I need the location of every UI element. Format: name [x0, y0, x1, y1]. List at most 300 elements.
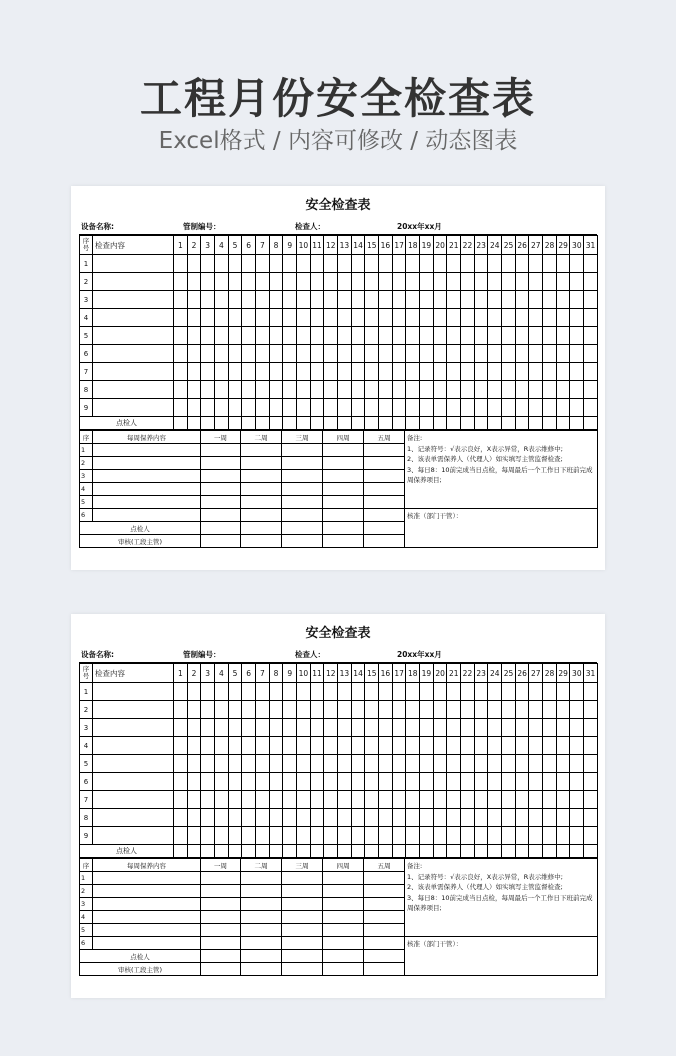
day-check-cell[interactable]: [447, 381, 461, 399]
day-check-cell[interactable]: [201, 381, 215, 399]
check-content-cell[interactable]: [93, 701, 174, 719]
day-check-cell[interactable]: [201, 701, 215, 719]
day-check-cell[interactable]: [297, 309, 311, 327]
day-check-cell[interactable]: [461, 755, 475, 773]
day-check-cell[interactable]: [228, 363, 242, 381]
inspector-signature-cell[interactable]: [584, 845, 598, 858]
day-check-cell[interactable]: [556, 701, 570, 719]
day-check-cell[interactable]: [488, 827, 502, 845]
week-check-cell[interactable]: [323, 937, 364, 950]
day-check-cell[interactable]: [338, 255, 352, 273]
day-check-cell[interactable]: [351, 737, 365, 755]
day-check-cell[interactable]: [570, 773, 584, 791]
weekly-content-cell[interactable]: [93, 444, 201, 457]
day-check-cell[interactable]: [201, 327, 215, 345]
day-check-cell[interactable]: [283, 381, 297, 399]
inspector-signature-cell[interactable]: [269, 417, 283, 430]
day-check-cell[interactable]: [174, 291, 188, 309]
day-check-cell[interactable]: [187, 809, 201, 827]
day-check-cell[interactable]: [310, 399, 324, 417]
day-check-cell[interactable]: [529, 719, 543, 737]
day-check-cell[interactable]: [433, 755, 447, 773]
week-check-cell[interactable]: [323, 898, 364, 911]
day-check-cell[interactable]: [228, 755, 242, 773]
day-check-cell[interactable]: [351, 683, 365, 701]
day-check-cell[interactable]: [365, 291, 379, 309]
day-check-cell[interactable]: [215, 737, 229, 755]
day-check-cell[interactable]: [174, 773, 188, 791]
day-check-cell[interactable]: [556, 345, 570, 363]
day-check-cell[interactable]: [392, 701, 406, 719]
day-check-cell[interactable]: [215, 273, 229, 291]
day-check-cell[interactable]: [310, 345, 324, 363]
day-check-cell[interactable]: [351, 363, 365, 381]
weekly-signature-cell[interactable]: [201, 950, 241, 963]
day-check-cell[interactable]: [406, 273, 420, 291]
inspector-signature-cell[interactable]: [324, 417, 338, 430]
day-check-cell[interactable]: [502, 683, 516, 701]
inspector-signature-cell[interactable]: [215, 845, 229, 858]
day-check-cell[interactable]: [488, 309, 502, 327]
day-check-cell[interactable]: [379, 255, 393, 273]
day-check-cell[interactable]: [365, 399, 379, 417]
day-check-cell[interactable]: [488, 327, 502, 345]
day-check-cell[interactable]: [256, 381, 270, 399]
day-check-cell[interactable]: [461, 701, 475, 719]
day-check-cell[interactable]: [269, 683, 283, 701]
day-check-cell[interactable]: [187, 327, 201, 345]
day-check-cell[interactable]: [529, 309, 543, 327]
day-check-cell[interactable]: [433, 737, 447, 755]
day-check-cell[interactable]: [543, 381, 557, 399]
day-check-cell[interactable]: [488, 701, 502, 719]
day-check-cell[interactable]: [392, 683, 406, 701]
day-check-cell[interactable]: [351, 291, 365, 309]
day-check-cell[interactable]: [529, 381, 543, 399]
check-content-cell[interactable]: [93, 773, 174, 791]
day-check-cell[interactable]: [474, 309, 488, 327]
day-check-cell[interactable]: [379, 345, 393, 363]
day-check-cell[interactable]: [201, 399, 215, 417]
day-check-cell[interactable]: [392, 809, 406, 827]
day-check-cell[interactable]: [461, 255, 475, 273]
day-check-cell[interactable]: [543, 827, 557, 845]
day-check-cell[interactable]: [215, 755, 229, 773]
day-check-cell[interactable]: [461, 773, 475, 791]
day-check-cell[interactable]: [406, 755, 420, 773]
day-check-cell[interactable]: [379, 737, 393, 755]
inspector-signature-cell[interactable]: [543, 417, 557, 430]
day-check-cell[interactable]: [187, 719, 201, 737]
day-check-cell[interactable]: [392, 791, 406, 809]
day-check-cell[interactable]: [269, 773, 283, 791]
day-check-cell[interactable]: [447, 683, 461, 701]
week-check-cell[interactable]: [364, 483, 405, 496]
day-check-cell[interactable]: [529, 327, 543, 345]
day-check-cell[interactable]: [338, 737, 352, 755]
day-check-cell[interactable]: [351, 255, 365, 273]
day-check-cell[interactable]: [351, 809, 365, 827]
check-content-cell[interactable]: [93, 273, 174, 291]
day-check-cell[interactable]: [515, 273, 529, 291]
day-check-cell[interactable]: [242, 737, 256, 755]
day-check-cell[interactable]: [543, 791, 557, 809]
inspector-signature-cell[interactable]: [447, 845, 461, 858]
day-check-cell[interactable]: [269, 399, 283, 417]
week-check-cell[interactable]: [364, 470, 405, 483]
inspector-signature-cell[interactable]: [215, 417, 229, 430]
day-check-cell[interactable]: [584, 683, 598, 701]
day-check-cell[interactable]: [297, 827, 311, 845]
day-check-cell[interactable]: [447, 273, 461, 291]
day-check-cell[interactable]: [324, 737, 338, 755]
day-check-cell[interactable]: [297, 273, 311, 291]
day-check-cell[interactable]: [242, 345, 256, 363]
day-check-cell[interactable]: [406, 719, 420, 737]
day-check-cell[interactable]: [474, 755, 488, 773]
day-check-cell[interactable]: [256, 773, 270, 791]
day-check-cell[interactable]: [228, 791, 242, 809]
day-check-cell[interactable]: [406, 827, 420, 845]
day-check-cell[interactable]: [174, 791, 188, 809]
check-content-cell[interactable]: [93, 737, 174, 755]
week-check-cell[interactable]: [201, 937, 241, 950]
day-check-cell[interactable]: [488, 791, 502, 809]
inspector-signature-cell[interactable]: [174, 417, 188, 430]
day-check-cell[interactable]: [297, 773, 311, 791]
day-check-cell[interactable]: [228, 719, 242, 737]
day-check-cell[interactable]: [392, 327, 406, 345]
day-check-cell[interactable]: [174, 273, 188, 291]
day-check-cell[interactable]: [324, 381, 338, 399]
day-check-cell[interactable]: [215, 255, 229, 273]
day-check-cell[interactable]: [543, 345, 557, 363]
day-check-cell[interactable]: [461, 309, 475, 327]
weekly-signature-cell[interactable]: [323, 522, 364, 535]
day-check-cell[interactable]: [543, 809, 557, 827]
day-check-cell[interactable]: [324, 701, 338, 719]
day-check-cell[interactable]: [570, 755, 584, 773]
day-check-cell[interactable]: [488, 363, 502, 381]
day-check-cell[interactable]: [379, 683, 393, 701]
day-check-cell[interactable]: [502, 345, 516, 363]
day-check-cell[interactable]: [433, 683, 447, 701]
day-check-cell[interactable]: [228, 683, 242, 701]
day-check-cell[interactable]: [310, 773, 324, 791]
day-check-cell[interactable]: [584, 737, 598, 755]
day-check-cell[interactable]: [406, 327, 420, 345]
day-check-cell[interactable]: [502, 327, 516, 345]
day-check-cell[interactable]: [556, 827, 570, 845]
week-check-cell[interactable]: [364, 937, 405, 950]
check-content-cell[interactable]: [93, 719, 174, 737]
week-check-cell[interactable]: [201, 872, 241, 885]
day-check-cell[interactable]: [174, 737, 188, 755]
day-check-cell[interactable]: [228, 309, 242, 327]
day-check-cell[interactable]: [256, 327, 270, 345]
day-check-cell[interactable]: [324, 345, 338, 363]
day-check-cell[interactable]: [447, 791, 461, 809]
week-check-cell[interactable]: [282, 496, 323, 509]
day-check-cell[interactable]: [447, 345, 461, 363]
day-check-cell[interactable]: [338, 327, 352, 345]
day-check-cell[interactable]: [406, 773, 420, 791]
day-check-cell[interactable]: [515, 773, 529, 791]
day-check-cell[interactable]: [392, 755, 406, 773]
day-check-cell[interactable]: [215, 791, 229, 809]
day-check-cell[interactable]: [310, 309, 324, 327]
day-check-cell[interactable]: [543, 255, 557, 273]
day-check-cell[interactable]: [556, 809, 570, 827]
day-check-cell[interactable]: [256, 345, 270, 363]
inspector-signature-cell[interactable]: [365, 845, 379, 858]
day-check-cell[interactable]: [406, 255, 420, 273]
day-check-cell[interactable]: [324, 773, 338, 791]
day-check-cell[interactable]: [351, 755, 365, 773]
inspector-signature-cell[interactable]: [269, 845, 283, 858]
day-check-cell[interactable]: [556, 273, 570, 291]
day-check-cell[interactable]: [392, 737, 406, 755]
day-check-cell[interactable]: [256, 255, 270, 273]
check-content-cell[interactable]: [93, 827, 174, 845]
day-check-cell[interactable]: [474, 809, 488, 827]
day-check-cell[interactable]: [365, 363, 379, 381]
day-check-cell[interactable]: [242, 363, 256, 381]
day-check-cell[interactable]: [174, 345, 188, 363]
day-check-cell[interactable]: [283, 809, 297, 827]
day-check-cell[interactable]: [310, 809, 324, 827]
day-check-cell[interactable]: [187, 363, 201, 381]
day-check-cell[interactable]: [502, 273, 516, 291]
week-check-cell[interactable]: [282, 470, 323, 483]
week-check-cell[interactable]: [282, 937, 323, 950]
day-check-cell[interactable]: [420, 309, 434, 327]
week-check-cell[interactable]: [241, 872, 282, 885]
weekly-signature-cell[interactable]: [364, 950, 405, 963]
day-check-cell[interactable]: [269, 255, 283, 273]
day-check-cell[interactable]: [433, 701, 447, 719]
day-check-cell[interactable]: [570, 273, 584, 291]
day-check-cell[interactable]: [420, 273, 434, 291]
inspector-signature-cell[interactable]: [379, 845, 393, 858]
day-check-cell[interactable]: [283, 255, 297, 273]
day-check-cell[interactable]: [433, 291, 447, 309]
day-check-cell[interactable]: [351, 399, 365, 417]
day-check-cell[interactable]: [529, 827, 543, 845]
week-check-cell[interactable]: [364, 509, 405, 522]
week-check-cell[interactable]: [201, 924, 241, 937]
inspector-signature-cell[interactable]: [433, 845, 447, 858]
day-check-cell[interactable]: [515, 327, 529, 345]
day-check-cell[interactable]: [310, 701, 324, 719]
day-check-cell[interactable]: [297, 255, 311, 273]
day-check-cell[interactable]: [187, 737, 201, 755]
inspector-signature-cell[interactable]: [502, 845, 516, 858]
day-check-cell[interactable]: [324, 291, 338, 309]
day-check-cell[interactable]: [447, 755, 461, 773]
weekly-signature-cell[interactable]: [282, 522, 323, 535]
day-check-cell[interactable]: [338, 701, 352, 719]
day-check-cell[interactable]: [256, 755, 270, 773]
day-check-cell[interactable]: [406, 309, 420, 327]
day-check-cell[interactable]: [543, 309, 557, 327]
day-check-cell[interactable]: [543, 701, 557, 719]
day-check-cell[interactable]: [420, 381, 434, 399]
inspector-signature-cell[interactable]: [433, 417, 447, 430]
day-check-cell[interactable]: [215, 381, 229, 399]
day-check-cell[interactable]: [174, 381, 188, 399]
day-check-cell[interactable]: [515, 683, 529, 701]
day-check-cell[interactable]: [543, 327, 557, 345]
day-check-cell[interactable]: [433, 273, 447, 291]
day-check-cell[interactable]: [392, 773, 406, 791]
day-check-cell[interactable]: [420, 791, 434, 809]
week-check-cell[interactable]: [364, 924, 405, 937]
week-check-cell[interactable]: [201, 457, 241, 470]
check-content-cell[interactable]: [93, 291, 174, 309]
day-check-cell[interactable]: [447, 309, 461, 327]
day-check-cell[interactable]: [529, 399, 543, 417]
day-check-cell[interactable]: [570, 737, 584, 755]
day-check-cell[interactable]: [187, 255, 201, 273]
day-check-cell[interactable]: [556, 309, 570, 327]
inspector-signature-cell[interactable]: [570, 845, 584, 858]
day-check-cell[interactable]: [392, 363, 406, 381]
inspector-signature-cell[interactable]: [447, 417, 461, 430]
day-check-cell[interactable]: [310, 381, 324, 399]
day-check-cell[interactable]: [187, 309, 201, 327]
week-check-cell[interactable]: [323, 509, 364, 522]
day-check-cell[interactable]: [201, 683, 215, 701]
day-check-cell[interactable]: [215, 399, 229, 417]
day-check-cell[interactable]: [283, 791, 297, 809]
day-check-cell[interactable]: [488, 719, 502, 737]
inspector-signature-cell[interactable]: [570, 417, 584, 430]
day-check-cell[interactable]: [256, 791, 270, 809]
day-check-cell[interactable]: [338, 399, 352, 417]
day-check-cell[interactable]: [474, 327, 488, 345]
weekly-content-cell[interactable]: [93, 483, 201, 496]
day-check-cell[interactable]: [488, 273, 502, 291]
day-check-cell[interactable]: [201, 773, 215, 791]
day-check-cell[interactable]: [570, 255, 584, 273]
day-check-cell[interactable]: [269, 755, 283, 773]
day-check-cell[interactable]: [406, 809, 420, 827]
day-check-cell[interactable]: [269, 719, 283, 737]
weekly-signature-cell[interactable]: [364, 522, 405, 535]
day-check-cell[interactable]: [556, 737, 570, 755]
day-check-cell[interactable]: [242, 701, 256, 719]
day-check-cell[interactable]: [433, 827, 447, 845]
day-check-cell[interactable]: [228, 737, 242, 755]
week-check-cell[interactable]: [201, 444, 241, 457]
day-check-cell[interactable]: [338, 273, 352, 291]
day-check-cell[interactable]: [174, 327, 188, 345]
day-check-cell[interactable]: [283, 399, 297, 417]
inspector-signature-cell[interactable]: [488, 845, 502, 858]
week-check-cell[interactable]: [241, 444, 282, 457]
day-check-cell[interactable]: [269, 381, 283, 399]
day-check-cell[interactable]: [543, 273, 557, 291]
day-check-cell[interactable]: [283, 363, 297, 381]
weekly-signature-cell[interactable]: [201, 522, 241, 535]
inspector-signature-cell[interactable]: [338, 845, 352, 858]
day-check-cell[interactable]: [187, 701, 201, 719]
day-check-cell[interactable]: [338, 719, 352, 737]
inspector-signature-cell[interactable]: [338, 417, 352, 430]
day-check-cell[interactable]: [242, 291, 256, 309]
day-check-cell[interactable]: [256, 809, 270, 827]
day-check-cell[interactable]: [174, 255, 188, 273]
day-check-cell[interactable]: [447, 809, 461, 827]
day-check-cell[interactable]: [351, 719, 365, 737]
day-check-cell[interactable]: [529, 345, 543, 363]
inspector-signature-cell[interactable]: [392, 845, 406, 858]
week-check-cell[interactable]: [201, 911, 241, 924]
day-check-cell[interactable]: [269, 791, 283, 809]
day-check-cell[interactable]: [338, 683, 352, 701]
check-content-cell[interactable]: [93, 791, 174, 809]
day-check-cell[interactable]: [283, 327, 297, 345]
inspector-signature-cell[interactable]: [201, 845, 215, 858]
day-check-cell[interactable]: [584, 363, 598, 381]
week-check-cell[interactable]: [282, 457, 323, 470]
week-check-cell[interactable]: [364, 496, 405, 509]
day-check-cell[interactable]: [201, 809, 215, 827]
day-check-cell[interactable]: [474, 363, 488, 381]
day-check-cell[interactable]: [570, 399, 584, 417]
inspector-signature-cell[interactable]: [351, 417, 365, 430]
day-check-cell[interactable]: [174, 701, 188, 719]
week-check-cell[interactable]: [323, 885, 364, 898]
day-check-cell[interactable]: [379, 719, 393, 737]
day-check-cell[interactable]: [529, 791, 543, 809]
day-check-cell[interactable]: [297, 381, 311, 399]
day-check-cell[interactable]: [488, 683, 502, 701]
inspector-signature-cell[interactable]: [283, 845, 297, 858]
day-check-cell[interactable]: [310, 273, 324, 291]
day-check-cell[interactable]: [338, 791, 352, 809]
day-check-cell[interactable]: [515, 701, 529, 719]
day-check-cell[interactable]: [379, 327, 393, 345]
day-check-cell[interactable]: [297, 791, 311, 809]
day-check-cell[interactable]: [515, 363, 529, 381]
day-check-cell[interactable]: [488, 345, 502, 363]
day-check-cell[interactable]: [420, 683, 434, 701]
day-check-cell[interactable]: [584, 327, 598, 345]
day-check-cell[interactable]: [392, 719, 406, 737]
day-check-cell[interactable]: [174, 363, 188, 381]
day-check-cell[interactable]: [474, 773, 488, 791]
inspector-signature-cell[interactable]: [297, 845, 311, 858]
day-check-cell[interactable]: [515, 255, 529, 273]
day-check-cell[interactable]: [502, 381, 516, 399]
day-check-cell[interactable]: [570, 381, 584, 399]
day-check-cell[interactable]: [584, 345, 598, 363]
day-check-cell[interactable]: [543, 399, 557, 417]
day-check-cell[interactable]: [379, 363, 393, 381]
day-check-cell[interactable]: [379, 827, 393, 845]
day-check-cell[interactable]: [228, 273, 242, 291]
day-check-cell[interactable]: [228, 327, 242, 345]
inspector-signature-cell[interactable]: [379, 417, 393, 430]
day-check-cell[interactable]: [420, 773, 434, 791]
day-check-cell[interactable]: [365, 773, 379, 791]
check-content-cell[interactable]: [93, 309, 174, 327]
day-check-cell[interactable]: [502, 701, 516, 719]
day-check-cell[interactable]: [584, 827, 598, 845]
day-check-cell[interactable]: [297, 809, 311, 827]
